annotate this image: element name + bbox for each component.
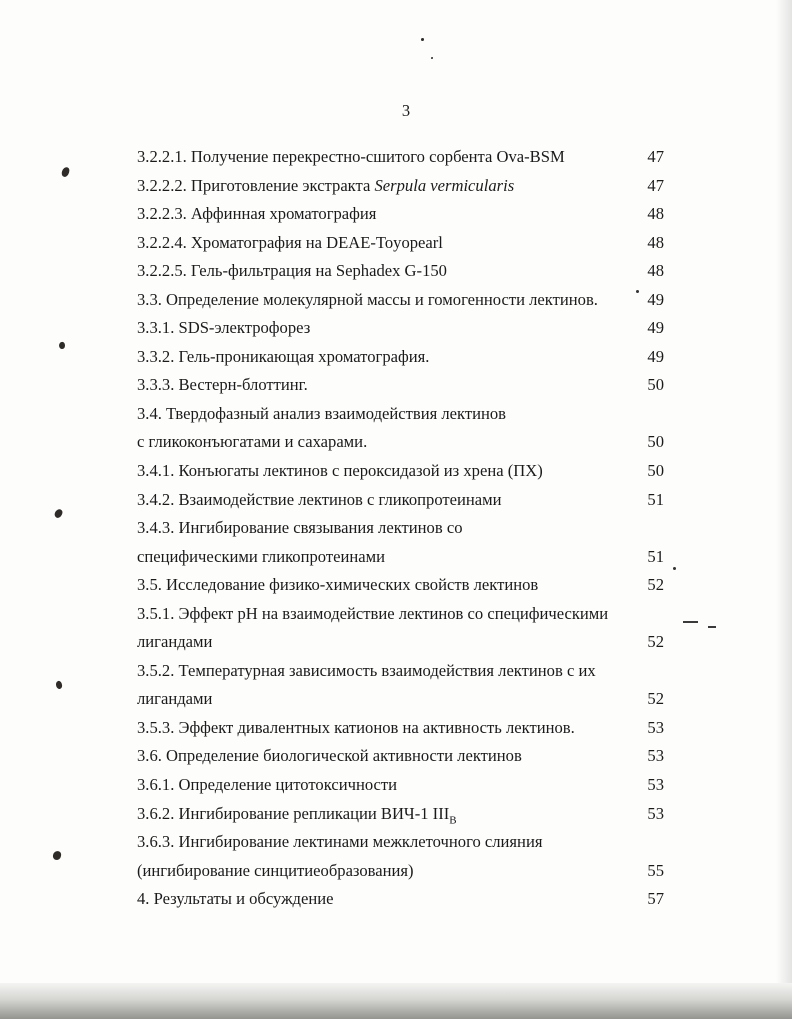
toc-line [137, 371, 664, 400]
toc-line [137, 257, 664, 286]
toc-entry-text: 3.4. Твердофазный анализ взаимодействия лектинов [137, 403, 507, 423]
toc-entry-text: 3.6.2. Ингибирование репликации ВИЧ-1 $III_B$ [137, 803, 457, 826]
toc-entry-text: 3.5.2. Температурная зависимость взаимодействия лектинов с их [137, 660, 596, 680]
toc-line [137, 229, 664, 258]
toc-entry-text: 3.2.2.3. Аффинная хроматография [137, 204, 377, 224]
ink-dot [636, 290, 639, 293]
toc-entry-text: 3.6.3. Ингибирование лектинами межклеточного слияния [137, 832, 543, 852]
toc-line [137, 800, 664, 829]
toc-entry-page-number: 51 [647, 489, 664, 509]
ink-speck [52, 850, 61, 860]
toc-line [137, 600, 664, 629]
toc-entry-text: 3.3.1. SDS-электрофорез [137, 318, 311, 338]
toc-entry-page-number: 53 [647, 775, 664, 795]
toc-line [137, 172, 664, 201]
toc-line [137, 857, 664, 886]
toc-entry-page-number: 47 [647, 175, 664, 195]
scan-edge-shadow-bottom [0, 983, 792, 1019]
toc-entry-page-number: 53 [647, 803, 664, 823]
toc-line [137, 885, 664, 914]
toc-entry-page-number: 51 [647, 546, 664, 566]
toc-entry-page-number: 48 [647, 232, 664, 252]
toc-line [137, 685, 664, 714]
ink-speck [61, 166, 71, 178]
toc-line [137, 514, 664, 543]
toc-entry-text: (ингибирование синцитиеобразования) [137, 860, 414, 880]
toc-entry-text: 4. Результаты и обсуждение [137, 889, 334, 909]
toc-entry-text: 3.6. Определение биологической активности лектинов [137, 746, 522, 766]
ink-speck [58, 341, 65, 349]
toc-line [137, 314, 664, 343]
toc-line [137, 828, 664, 857]
toc-entry-text: 3.3.2. Гель-проникающая хроматография. [137, 346, 430, 366]
toc-entry-text: 3.3. Определение молекулярной массы и гомогенности лектинов. [137, 289, 598, 309]
toc-entry-text: с гликоконъюгатами и сахарами. [137, 432, 368, 452]
scan-edge-shadow-right [776, 0, 792, 1019]
toc-entry-page-number: 48 [647, 261, 664, 281]
toc-entry-text: специфическими гликопротеинами [137, 546, 385, 566]
toc-list [137, 143, 664, 914]
toc-entry-page-number: 52 [647, 575, 664, 595]
toc-line [137, 771, 664, 800]
toc-entry-page-number: 52 [647, 632, 664, 652]
toc-entry-page-number: 53 [647, 717, 664, 737]
toc-entry-page-number: 50 [647, 432, 664, 452]
toc-entry-text: 3.3.3. Вестерн-блоттинг. [137, 375, 308, 395]
toc-entry-text: 3.5.3. Эффект дивалентных катионов на активность лектинов. [137, 717, 575, 737]
toc-entry-text: 3.2.2.2. Приготовление экстракта Serpula vermicularis [137, 175, 515, 195]
toc-line [137, 657, 664, 686]
toc-entry-page-number: 49 [647, 318, 664, 338]
toc-line [137, 343, 664, 372]
species-name-italic: Serpula vermicularis [374, 175, 515, 195]
toc-line [137, 428, 664, 457]
toc-entry-page-number: 48 [647, 204, 664, 224]
toc-entry-text: 3.6.1. Определение цитотоксичности [137, 775, 398, 795]
ink-speck [53, 508, 63, 519]
pen-dash-mark [708, 626, 716, 628]
toc-line [137, 143, 664, 172]
toc-entry-text: 3.4.3. Ингибирование связывания лектинов со [137, 518, 463, 538]
toc-entry-page-number: 49 [647, 346, 664, 366]
toc-entry-text: 3.5.1. Эффект рН на взаимодействие лектинов со специфическими [137, 603, 609, 623]
toc-entry-page-number: 47 [647, 147, 664, 166]
toc-line [137, 571, 664, 600]
toc-entry-text: 3.5. Исследование физико-химических свойств лектинов [137, 575, 539, 595]
toc-line [137, 742, 664, 771]
toc-entry-page-number: 55 [647, 860, 664, 880]
toc-entry-text: 3.2.2.5. Гель-фильтрация на Sephadex G-150 [137, 261, 447, 281]
toc-entry-page-number: 50 [647, 375, 664, 395]
pen-dash-mark [683, 621, 698, 623]
toc-line [137, 714, 664, 743]
toc-line [137, 628, 664, 657]
toc-entry-text: 3.2.2.4. Хроматография на DEAE-Toyopearl [137, 232, 443, 252]
toc-line [137, 457, 664, 486]
ink-speck [55, 680, 63, 690]
toc-entry-text: лигандами [137, 689, 213, 709]
toc-line [137, 486, 664, 515]
ink-speck [431, 57, 433, 59]
toc-entry-text: лигандами [137, 632, 213, 652]
toc-line [137, 543, 664, 572]
toc-line [137, 400, 664, 429]
toc-entry-page-number: 50 [647, 461, 664, 481]
toc-entry-page-number: 53 [647, 746, 664, 766]
page-header-number: 3 [401, 101, 411, 120]
toc-entry-page-number: 49 [647, 289, 664, 309]
toc-entry-page-number: 52 [647, 689, 664, 709]
ink-speck [421, 38, 424, 41]
ink-dot [673, 567, 676, 570]
toc-entry-text: 3.2.2.1. Получение перекрестно-сшитого сорбента Ova-BSM [137, 147, 565, 166]
strain-subscript: B [449, 813, 457, 826]
toc-entry-text: 3.4.2. Взаимодействие лектинов с гликопротеинами [137, 489, 502, 509]
toc-entry-text: 3.4.1. Конъюгаты лектинов с пероксидазой из хрена (ПХ) [137, 461, 543, 481]
toc-line [137, 286, 664, 315]
toc-line [137, 200, 664, 229]
toc-entry-page-number: 57 [647, 889, 664, 909]
